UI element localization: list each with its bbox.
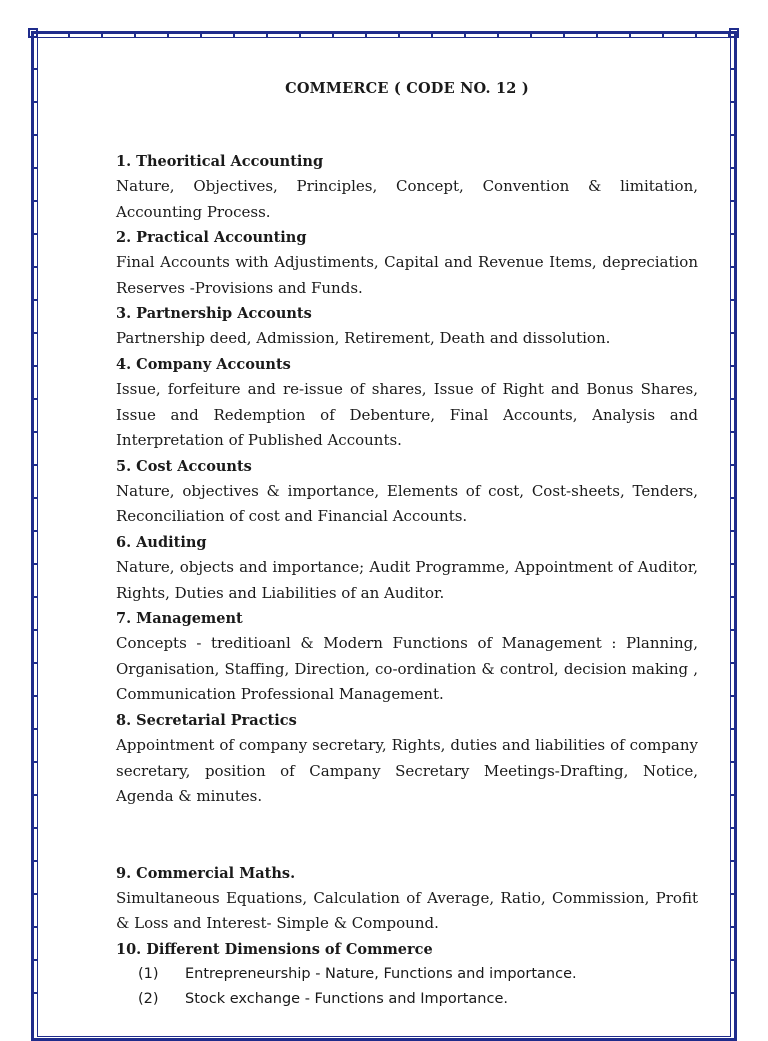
- section-commercial-maths: [116, 861, 698, 937]
- section-auditing: [116, 530, 698, 606]
- section-heading: 7. Management: [116, 610, 243, 628]
- sub-item-list: [116, 962, 698, 1013]
- section-heading: 6. Auditing: [116, 533, 207, 551]
- section-text: Appointment of company secretary, Rights, duties and liabilities of company secretary, position of Campany Secretary Meetings-Drafting, Notice, Agenda & minutes.: [116, 735, 698, 806]
- section-heading: 4. Company Accounts: [116, 355, 291, 373]
- section-text: Concepts - treditioanl & Modern Functions of Management : Planning, Organisation, Staffing, Direction, co-ordination & control, decision making , Communication Professional Management.: [116, 634, 698, 704]
- document-body: [116, 80, 698, 1013]
- page-border-corner-top-right: [729, 28, 739, 38]
- section-cost-accounts: [116, 454, 698, 530]
- section-dimensions-of-commerce: [116, 937, 698, 1013]
- section-secretarial-practics: [116, 708, 698, 810]
- page-border-ticks-left: [32, 37, 37, 1024]
- section-heading: 8. Secretarial Practics: [116, 711, 297, 729]
- page-border-ticks-top: [37, 32, 731, 37]
- page-border-corner-top-left: [28, 28, 38, 38]
- list-item-text: Stock exchange - Functions and Importance.: [185, 991, 508, 1008]
- section-company-accounts: [116, 352, 698, 454]
- page-title: COMMERCE ( CODE NO. 12 ): [285, 80, 529, 97]
- section-text: Nature, Objectives, Principles, Concept, Convention & limitation, Accounting Process.: [116, 177, 698, 221]
- section-heading: 2. Practical Accounting: [116, 229, 307, 247]
- section-theoritical-accounting: [116, 149, 698, 225]
- section-partnership-accounts: [116, 301, 698, 352]
- section-spacer: [116, 810, 698, 861]
- section-heading: 9. Commercial Maths.: [116, 864, 296, 882]
- section-practical-accounting: [116, 225, 698, 301]
- section-heading: 1. Theoritical Accounting: [116, 153, 324, 170]
- section-text: Issue, forfeiture and re-issue of shares, Issue of Right and Bonus Shares, Issue and Redemption of Debenture, Final Accounts, Analysis and Interpretation of Published Accounts.: [116, 379, 698, 450]
- list-item: [138, 987, 698, 1013]
- section-management: [116, 606, 698, 708]
- section-heading: 5. Cost Accounts: [116, 457, 252, 475]
- section-text: Simultaneous Equations, Calculation of Average, Ratio, Commission, Profit & Loss and Interest- Simple & Compound.: [116, 888, 698, 933]
- section-text: Partnership deed, Admission, Retirement, Death and dissolution.: [116, 329, 611, 348]
- section-text: Nature, objects and importance; Audit Programme, Appointment of Auditor, Rights, Duties and Liabilities of an Auditor.: [116, 557, 698, 602]
- section-text: Final Accounts with Adjustiments, Capital and Revenue Items, depreciation Reserves -Provisions and Funds.: [116, 253, 698, 297]
- section-text: Nature, objectives & importance, Elements of cost, Cost-sheets, Tenders, Reconciliation of cost and Financial Accounts.: [116, 481, 698, 526]
- list-item-number: (2): [138, 991, 159, 1008]
- section-heading: 3. Partnership Accounts: [116, 305, 312, 323]
- section-heading: 10. Different Dimensions of Commerce: [116, 940, 433, 958]
- list-item-text: Entrepreneurship - Nature, Functions and importance.: [185, 965, 577, 982]
- list-item: [138, 962, 698, 988]
- list-item-number: (1): [138, 965, 159, 982]
- page-border-ticks-right: [731, 37, 736, 1024]
